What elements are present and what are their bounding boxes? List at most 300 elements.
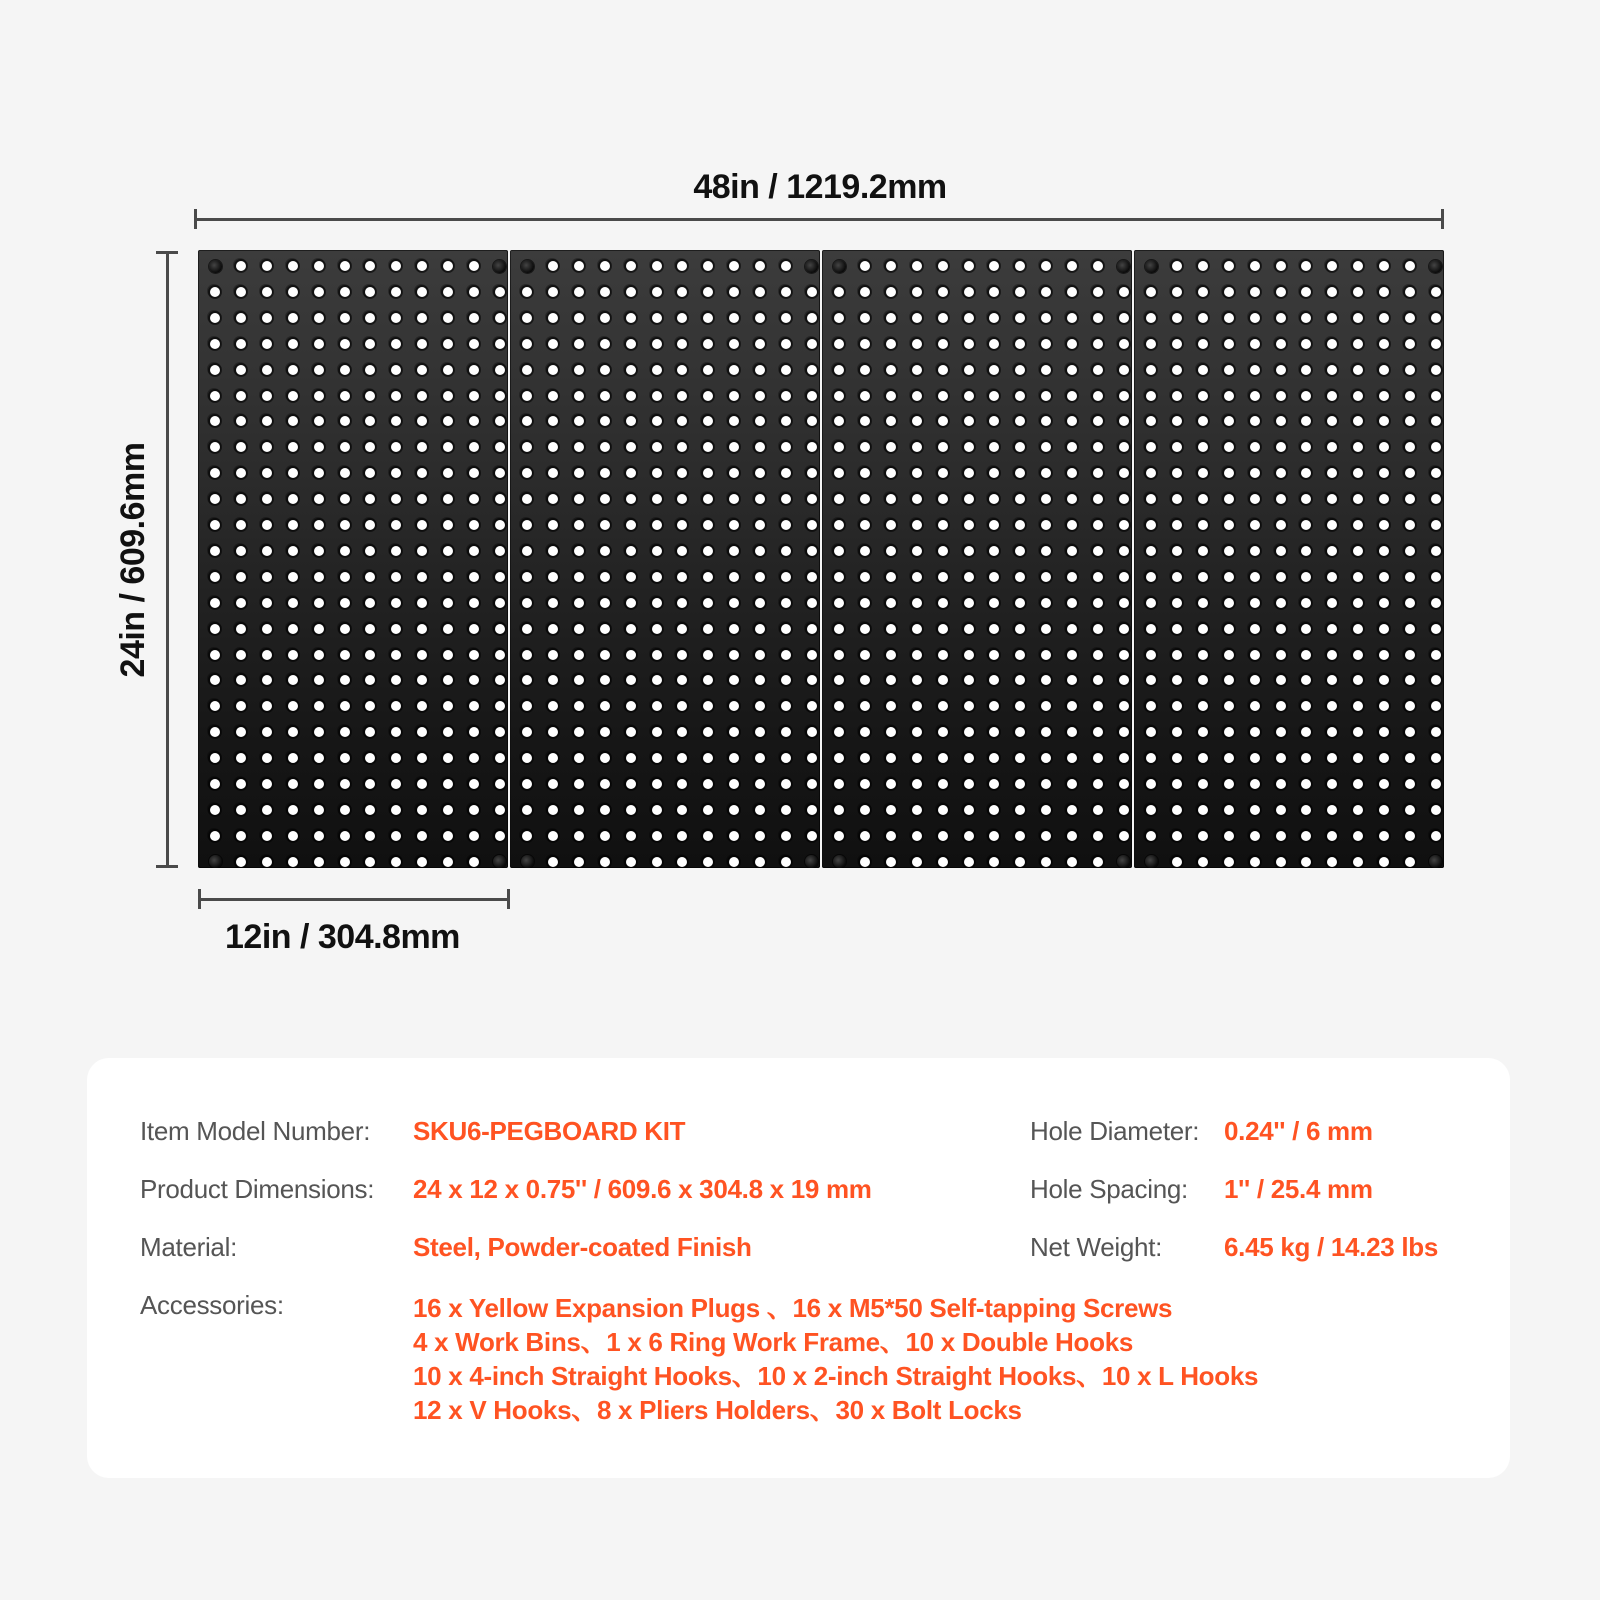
peg-hole: [703, 727, 713, 737]
peg-hole: [365, 831, 375, 841]
peg-hole: [989, 313, 999, 323]
peg-hole: [1198, 339, 1208, 349]
peg-hole: [964, 624, 974, 634]
peg-hole: [1301, 468, 1311, 478]
peg-hole: [314, 650, 324, 660]
peg-hole: [443, 287, 453, 297]
peg-hole: [938, 391, 948, 401]
peg-hole: [495, 391, 505, 401]
peg-hole: [1198, 572, 1208, 582]
peg-hole: [912, 416, 922, 426]
peg-hole: [365, 857, 375, 867]
peg-hole: [964, 701, 974, 711]
peg-hole: [781, 650, 791, 660]
peg-hole: [210, 468, 220, 478]
peg-hole: [1093, 779, 1103, 789]
peg-hole: [626, 727, 636, 737]
peg-hole: [781, 598, 791, 608]
peg-hole: [781, 339, 791, 349]
peg-hole: [912, 779, 922, 789]
peg-hole: [236, 416, 246, 426]
peg-hole: [1431, 416, 1441, 426]
peg-hole: [886, 650, 896, 660]
peg-hole: [600, 650, 610, 660]
peg-hole: [1041, 261, 1051, 271]
peg-hole: [1224, 805, 1234, 815]
peg-hole: [807, 546, 817, 556]
peg-hole: [1041, 416, 1051, 426]
peg-hole: [1119, 701, 1129, 711]
peg-hole: [755, 468, 765, 478]
peg-hole: [365, 598, 375, 608]
peg-hole: [1015, 857, 1025, 867]
peg-hole: [938, 313, 948, 323]
peg-hole: [1067, 779, 1077, 789]
peg-hole: [1353, 753, 1363, 763]
peg-hole: [1041, 857, 1051, 867]
peg-hole: [365, 494, 375, 504]
peg-hole: [1301, 442, 1311, 452]
spec-value-material: Steel, Powder-coated Finish: [413, 1232, 752, 1262]
peg-hole: [677, 416, 687, 426]
peg-hole: [1172, 727, 1182, 737]
peg-hole: [236, 287, 246, 297]
peg-hole: [340, 313, 350, 323]
peg-hole: [860, 624, 870, 634]
peg-hole: [1067, 520, 1077, 530]
peg-hole: [1172, 520, 1182, 530]
peg-hole: [1250, 468, 1260, 478]
peg-hole: [1276, 675, 1286, 685]
peg-hole: [1276, 494, 1286, 504]
spec-label-hole-spacing: Hole Spacing:: [1030, 1174, 1188, 1204]
peg-hole: [652, 287, 662, 297]
peg-hole: [600, 779, 610, 789]
peg-hole: [1015, 650, 1025, 660]
peg-hole: [314, 520, 324, 530]
peg-hole: [314, 779, 324, 789]
peg-hole: [938, 624, 948, 634]
peg-hole: [860, 520, 870, 530]
peg-hole: [1172, 572, 1182, 582]
peg-hole: [834, 442, 844, 452]
peg-hole: [1405, 442, 1415, 452]
peg-hole: [1224, 831, 1234, 841]
peg-hole: [314, 313, 324, 323]
peg-hole: [1405, 779, 1415, 789]
peg-hole: [860, 546, 870, 556]
peg-hole: [1353, 624, 1363, 634]
peg-hole: [262, 701, 272, 711]
peg-hole: [1119, 339, 1129, 349]
peg-hole: [1250, 624, 1260, 634]
peg-hole: [1379, 598, 1389, 608]
peg-hole: [729, 546, 739, 556]
peg-hole: [1015, 494, 1025, 504]
peg-hole: [391, 727, 401, 737]
peg-hole: [1379, 727, 1389, 737]
peg-hole: [1431, 650, 1441, 660]
peg-hole: [964, 416, 974, 426]
peg-hole: [1276, 442, 1286, 452]
peg-hole: [1198, 805, 1208, 815]
peg-hole: [600, 805, 610, 815]
peg-hole: [548, 753, 558, 763]
peg-hole: [574, 287, 584, 297]
peg-hole: [1327, 391, 1337, 401]
peg-hole: [1250, 831, 1260, 841]
peg-hole: [1172, 313, 1182, 323]
peg-hole: [1172, 831, 1182, 841]
peg-hole: [652, 727, 662, 737]
peg-hole: [522, 468, 532, 478]
peg-hole: [262, 261, 272, 271]
peg-hole: [1276, 753, 1286, 763]
peg-hole: [912, 287, 922, 297]
peg-hole: [314, 546, 324, 556]
peg-hole: [729, 416, 739, 426]
peg-hole: [755, 753, 765, 763]
peg-hole: [443, 624, 453, 634]
peg-hole: [1172, 287, 1182, 297]
peg-hole: [1015, 468, 1025, 478]
peg-hole: [626, 598, 636, 608]
peg-hole: [1431, 546, 1441, 556]
peg-hole: [677, 520, 687, 530]
peg-hole: [443, 831, 453, 841]
peg-hole: [417, 468, 427, 478]
peg-hole: [626, 339, 636, 349]
peg-hole: [210, 624, 220, 634]
peg-hole: [288, 624, 298, 634]
peg-hole: [1172, 468, 1182, 478]
peg-hole: [391, 416, 401, 426]
peg-hole: [1431, 805, 1441, 815]
peg-hole: [495, 520, 505, 530]
peg-hole: [417, 805, 427, 815]
peg-hole: [391, 494, 401, 504]
peg-hole: [964, 753, 974, 763]
peg-hole: [677, 546, 687, 556]
peg-hole: [1093, 391, 1103, 401]
peg-hole: [677, 391, 687, 401]
peg-hole: [262, 727, 272, 737]
peg-hole: [236, 339, 246, 349]
peg-hole: [1250, 339, 1260, 349]
peg-hole: [522, 727, 532, 737]
peg-hole: [548, 857, 558, 867]
peg-hole: [677, 650, 687, 660]
peg-hole: [912, 520, 922, 530]
peg-hole: [495, 598, 505, 608]
peg-hole: [886, 857, 896, 867]
peg-hole: [834, 624, 844, 634]
peg-hole: [989, 339, 999, 349]
peg-hole: [1405, 520, 1415, 530]
peg-hole: [495, 624, 505, 634]
peg-hole: [1172, 416, 1182, 426]
peg-hole: [1301, 416, 1311, 426]
peg-hole: [1301, 261, 1311, 271]
peg-hole: [548, 261, 558, 271]
peg-hole: [236, 753, 246, 763]
peg-hole: [652, 805, 662, 815]
peg-hole: [729, 287, 739, 297]
peg-hole: [210, 391, 220, 401]
peg-hole: [729, 831, 739, 841]
peg-hole: [938, 468, 948, 478]
peg-hole: [443, 546, 453, 556]
peg-hole: [912, 339, 922, 349]
peg-hole: [1431, 494, 1441, 504]
peg-hole: [1015, 598, 1025, 608]
peg-hole: [626, 287, 636, 297]
peg-hole: [1250, 753, 1260, 763]
peg-hole: [1146, 779, 1156, 789]
peg-hole: [781, 494, 791, 504]
peg-hole: [210, 494, 220, 504]
peg-hole: [548, 831, 558, 841]
peg-hole: [574, 416, 584, 426]
peg-hole: [210, 442, 220, 452]
peg-hole: [340, 520, 350, 530]
peg-hole: [365, 779, 375, 789]
peg-hole: [443, 857, 453, 867]
peg-hole: [989, 598, 999, 608]
peg-hole: [391, 650, 401, 660]
peg-hole: [860, 442, 870, 452]
peg-hole: [860, 365, 870, 375]
peg-hole: [1119, 779, 1129, 789]
peg-hole: [522, 365, 532, 375]
peg-hole: [1224, 365, 1234, 375]
peg-hole: [807, 339, 817, 349]
peg-hole: [781, 675, 791, 685]
peg-hole: [262, 831, 272, 841]
peg-hole: [1353, 546, 1363, 556]
peg-hole: [1431, 831, 1441, 841]
peg-hole: [391, 857, 401, 867]
peg-hole: [1067, 753, 1077, 763]
peg-hole: [1146, 546, 1156, 556]
peg-hole: [574, 339, 584, 349]
pegboard-panel-2: [510, 250, 820, 868]
peg-hole: [365, 624, 375, 634]
peg-hole: [365, 442, 375, 452]
peg-hole: [365, 727, 375, 737]
peg-hole: [417, 313, 427, 323]
peg-hole: [1276, 546, 1286, 556]
peg-hole: [288, 494, 298, 504]
peg-hole: [495, 287, 505, 297]
peg-hole: [417, 546, 427, 556]
peg-hole: [314, 339, 324, 349]
peg-hole: [469, 442, 479, 452]
peg-hole: [210, 598, 220, 608]
peg-hole: [860, 391, 870, 401]
peg-hole: [340, 624, 350, 634]
peg-hole: [1198, 365, 1208, 375]
accessories-line-2: 4 x Work Bins、1 x 6 Ring Work Frame、10 x Double Hooks: [413, 1327, 1134, 1357]
peg-hole: [522, 313, 532, 323]
height-dimension-line: [166, 252, 169, 868]
peg-hole: [755, 416, 765, 426]
peg-hole: [860, 831, 870, 841]
peg-hole: [365, 675, 375, 685]
peg-hole: [1327, 365, 1337, 375]
peg-hole: [1015, 727, 1025, 737]
peg-hole: [938, 857, 948, 867]
peg-hole: [1041, 831, 1051, 841]
peg-hole: [417, 572, 427, 582]
screw-hole-icon: [1429, 855, 1442, 868]
peg-hole: [1067, 313, 1077, 323]
peg-hole: [469, 468, 479, 478]
peg-hole: [1276, 468, 1286, 478]
peg-hole: [314, 416, 324, 426]
peg-hole: [729, 313, 739, 323]
peg-hole: [262, 365, 272, 375]
peg-hole: [989, 727, 999, 737]
peg-hole: [1093, 287, 1103, 297]
peg-hole: [964, 391, 974, 401]
peg-hole: [834, 572, 844, 582]
peg-hole: [1172, 365, 1182, 375]
peg-hole: [1093, 442, 1103, 452]
peg-hole: [1379, 650, 1389, 660]
peg-hole: [1119, 313, 1129, 323]
peg-hole: [210, 727, 220, 737]
peg-hole: [755, 805, 765, 815]
peg-hole: [1353, 727, 1363, 737]
peg-hole: [677, 857, 687, 867]
peg-hole: [1276, 365, 1286, 375]
peg-hole: [1198, 442, 1208, 452]
peg-hole: [391, 339, 401, 349]
peg-hole: [495, 831, 505, 841]
peg-hole: [1301, 546, 1311, 556]
peg-hole: [860, 727, 870, 737]
peg-hole: [1224, 857, 1234, 867]
peg-hole: [938, 287, 948, 297]
peg-hole: [1067, 727, 1077, 737]
peg-hole: [1301, 339, 1311, 349]
peg-hole: [1015, 442, 1025, 452]
peg-hole: [469, 779, 479, 789]
peg-hole: [443, 650, 453, 660]
peg-hole: [600, 675, 610, 685]
screw-hole-icon: [1117, 855, 1130, 868]
peg-hole: [729, 365, 739, 375]
peg-hole: [1146, 494, 1156, 504]
peg-hole: [964, 546, 974, 556]
peg-hole: [1119, 546, 1129, 556]
peg-hole: [314, 598, 324, 608]
peg-hole: [1198, 675, 1208, 685]
peg-hole: [1353, 416, 1363, 426]
peg-hole: [1250, 572, 1260, 582]
peg-hole: [1250, 520, 1260, 530]
peg-hole: [755, 520, 765, 530]
peg-hole: [1015, 261, 1025, 271]
peg-hole: [1405, 313, 1415, 323]
peg-hole: [1301, 650, 1311, 660]
peg-hole: [626, 624, 636, 634]
peg-hole: [574, 442, 584, 452]
peg-hole: [912, 650, 922, 660]
peg-hole: [652, 313, 662, 323]
peg-hole: [1146, 675, 1156, 685]
peg-hole: [677, 624, 687, 634]
peg-hole: [677, 779, 687, 789]
peg-hole: [600, 546, 610, 556]
peg-hole: [495, 675, 505, 685]
peg-hole: [781, 442, 791, 452]
peg-hole: [417, 857, 427, 867]
peg-hole: [912, 313, 922, 323]
peg-hole: [781, 727, 791, 737]
peg-hole: [886, 727, 896, 737]
peg-hole: [1093, 753, 1103, 763]
peg-hole: [1327, 468, 1337, 478]
peg-hole: [677, 572, 687, 582]
peg-hole: [600, 391, 610, 401]
peg-hole: [626, 494, 636, 504]
peg-hole: [288, 805, 298, 815]
peg-hole: [1146, 598, 1156, 608]
peg-hole: [1405, 572, 1415, 582]
peg-hole: [1119, 650, 1129, 660]
peg-hole: [1301, 365, 1311, 375]
peg-hole: [1276, 261, 1286, 271]
peg-hole: [1250, 494, 1260, 504]
peg-hole: [262, 494, 272, 504]
peg-hole: [1276, 831, 1286, 841]
peg-hole: [288, 598, 298, 608]
peg-hole: [600, 468, 610, 478]
peg-hole: [1301, 598, 1311, 608]
peg-hole: [1041, 391, 1051, 401]
peg-hole: [1224, 598, 1234, 608]
peg-hole: [236, 365, 246, 375]
peg-hole: [1041, 753, 1051, 763]
peg-hole: [1379, 494, 1389, 504]
peg-hole: [522, 546, 532, 556]
peg-hole: [391, 287, 401, 297]
peg-hole: [1379, 339, 1389, 349]
peg-hole: [1405, 546, 1415, 556]
pegboard-panel-1: [198, 250, 508, 868]
peg-hole: [1041, 365, 1051, 375]
peg-hole: [964, 805, 974, 815]
peg-hole: [262, 287, 272, 297]
peg-hole: [1146, 650, 1156, 660]
peg-hole: [860, 339, 870, 349]
peg-hole: [860, 468, 870, 478]
peg-hole: [1301, 831, 1311, 841]
peg-hole: [1353, 701, 1363, 711]
peg-hole: [1353, 675, 1363, 685]
peg-hole: [703, 520, 713, 530]
peg-hole: [288, 675, 298, 685]
peg-hole: [886, 365, 896, 375]
peg-hole: [886, 442, 896, 452]
peg-hole: [703, 572, 713, 582]
peg-hole: [314, 365, 324, 375]
peg-hole: [600, 701, 610, 711]
peg-hole: [1146, 365, 1156, 375]
peg-hole: [729, 701, 739, 711]
